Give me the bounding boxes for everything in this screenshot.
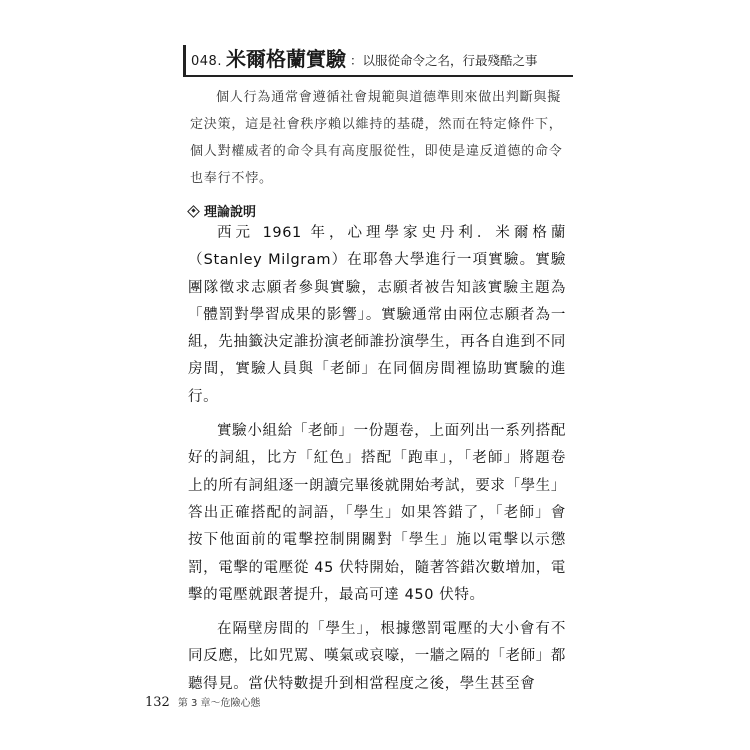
article-number: 048.: [191, 54, 222, 69]
intro-block: [190, 84, 570, 192]
article-header: [183, 45, 573, 77]
body-paragraph-1: 西元 1961 年，心理學家史丹利．米爾格蘭（Stanley Milgram）在耶魯大學進行一項實驗。實驗團隊徵求志願者參與實驗，志願者被告知該實驗主題為「體罰對學習成果的影響」。實驗通常由兩位志願者為一組，先抽籤決定誰扮演老師誰扮演學生，再各自進到不同房間，實驗人員與「老師」在同個房間裡協助實驗的進行。: [188, 225, 566, 405]
section-heading: [188, 201, 256, 220]
body-paragraph-3: 在隔壁房間的「學生」，根據懲罰電壓的大小會有不同反應，比如咒罵、嘆氣或哀嚎，一牆之隔的「老師」都聽得見。當伏特數提升到相當程度之後，學生甚至會: [188, 621, 566, 692]
body-text: [188, 220, 566, 705]
page-number: 132: [145, 695, 170, 710]
chapter-label: 第 3 章～危險心態: [177, 698, 261, 709]
intro-paragraph: 個人行為通常會遵循社會規範與道德準則來做出判斷與擬定決策，這是社會秩序賴以維持的基礎，然而在特定條件下，個人對權威者的命令具有高度服從性，即使是違反道德的命令也奉行不悖。: [190, 90, 563, 186]
page-footer: [145, 694, 261, 710]
article-title: 米爾格蘭實驗: [225, 47, 346, 71]
body-paragraph-2: 實驗小組給「老師」一份題卷，上面列出一系列搭配好的詞組，比方「紅色」搭配「跑車」，「老師」將題卷上的所有詞組逐一朗讀完畢後就開始考試，要求「學生」答出正確搭配的詞語，「學生」如果答錯了，「老師」會按下他面前的電擊控制開關對「學生」施以電擊以示懲罰，電擊的電壓從 45 伏特開始，隨著答錯次數增加，電擊的電壓就跟著提升，最高可達 450 伏特。: [188, 423, 566, 603]
article-subtitle: ：以服從命令之名，行最殘酷之事: [349, 53, 538, 68]
diamond-bullet-icon: [188, 206, 198, 216]
section-heading-text: 理論說明: [204, 205, 257, 220]
header-rule-mark: [183, 45, 186, 75]
